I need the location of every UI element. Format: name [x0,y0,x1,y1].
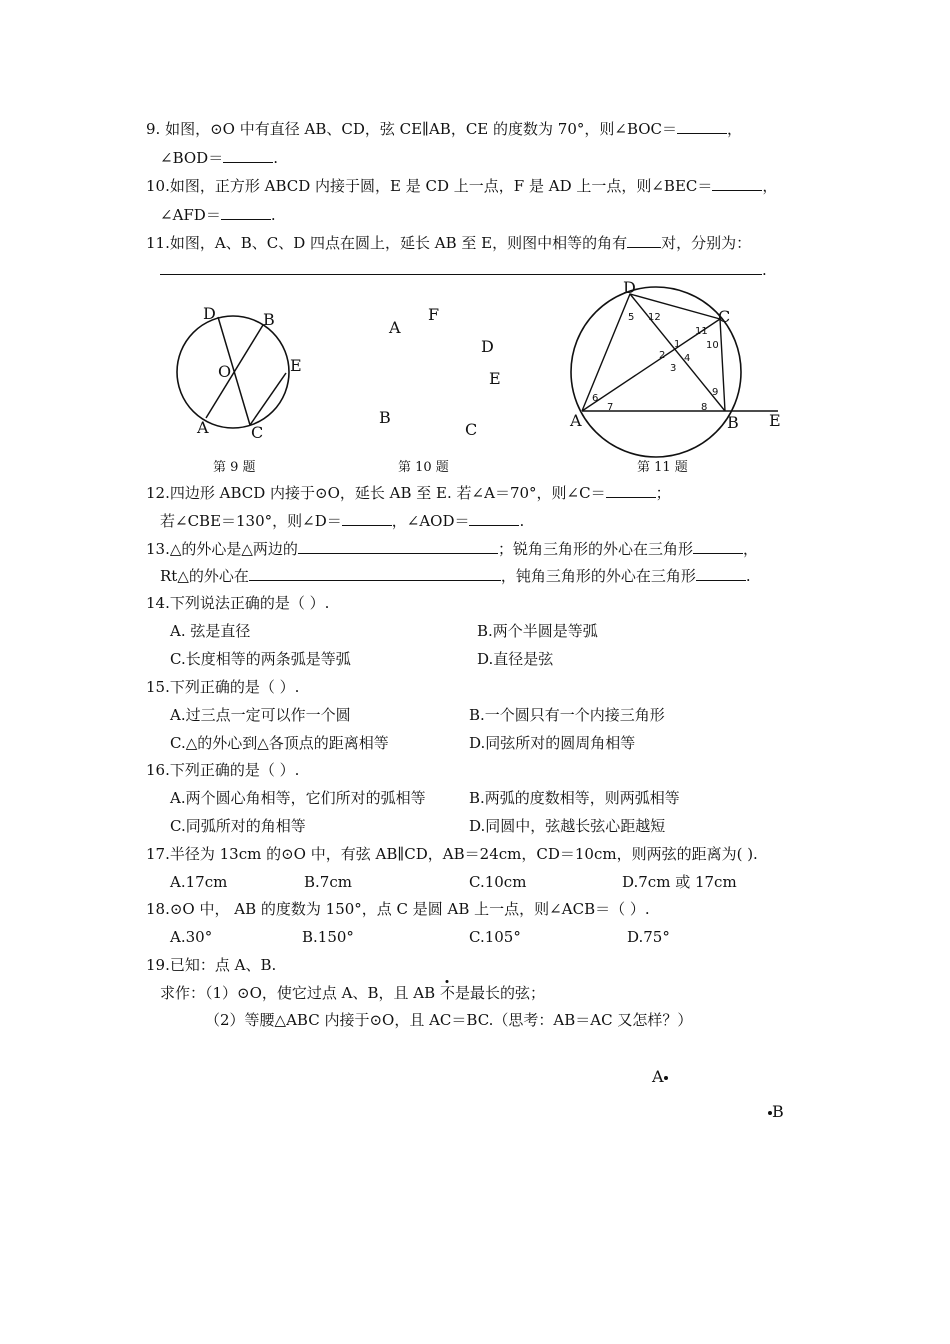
q14-option-d[interactable]: D.直径是弦 [477,650,554,668]
q13-line1 [146,538,758,559]
q13-text2a: Rt△的外心在 [160,567,249,585]
q16-option-b[interactable]: B.两弧的度数相等，则两弧相等 [469,789,680,807]
q9-line2 [160,147,278,168]
q10-blank1[interactable] [712,175,762,191]
q13-text1b: ；锐角三角形的外心在三角形 [497,540,693,558]
q10-line2 [160,204,276,225]
fig9-caption: 第 9 题 [213,460,256,475]
q11-blank2[interactable] [160,259,762,275]
fig11-label-d: D [623,278,636,297]
q9-text2: ∠BOD＝ [160,149,224,167]
q15-option-b[interactable]: B.一个圆只有一个内接三角形 [469,706,665,724]
fig10-label-f: F [428,305,440,324]
q15-stem: 15.下列正确的是（ ）. [146,678,300,696]
fig9-diameter-ba [206,325,263,418]
fig11-angle-9: 9 [712,387,719,398]
q10-text2: ∠AFD＝ [160,206,221,224]
fig10-label-b: B [379,408,391,427]
q12-line1 [146,482,671,503]
q17-option-b[interactable]: B.7cm [304,873,352,891]
fig9-label-o: O [218,362,232,381]
point-b [768,1103,784,1121]
q12-blank2[interactable] [342,510,392,526]
q11-blank1[interactable] [627,232,661,248]
q9-end2: . [273,149,278,167]
q13-blank3[interactable] [249,565,501,581]
q11-end2: . [762,261,767,279]
q15-option-d[interactable]: D.同弦所对的圆周角相等 [469,734,636,752]
fig9-circle [177,316,289,428]
q16-option-a[interactable]: A.两个圆心角相等，它们所对的弧相等 [170,789,426,807]
figure-11 [560,280,800,460]
q14-option-b[interactable]: B.两个半圆是等弧 [477,622,598,640]
fig11-angle-1: 1 [674,339,681,350]
q12-text1a: 12.四边形 ABCD 内接于⊙O，延长 AB 至 E. 若∠A＝70°，则∠C＝ [146,484,606,502]
fig10-label-a: A [389,318,401,337]
fig11-angle-3: 3 [670,363,677,374]
fig11-label-b: B [727,413,739,432]
q18-option-d[interactable]: D.75° [627,928,670,946]
q13-blank1[interactable] [298,538,498,554]
q13-text2b: ，钝角三角形的外心在三角形 [500,567,696,585]
fig10-label-c: C [465,420,478,439]
q9-line1 [146,118,742,139]
q19-stem: 19.已知：点 A、B. [146,956,277,974]
fig11-angle-5: 5 [628,312,635,323]
q16-stem: 16.下列正确的是（ ）. [146,761,300,779]
point-a-dot [664,1076,668,1080]
point-a-label: A [652,1067,664,1086]
fig9-label-b: B [263,310,275,329]
q14-option-c[interactable]: C.长度相等的两条弧是等弧 [170,650,351,668]
q12-text2c: . [519,512,525,530]
q17-option-c[interactable]: C.10cm [469,873,527,891]
q18-option-b[interactable]: B.150° [302,928,354,946]
q14-option-a[interactable]: A. 弦是直径 [170,622,251,640]
q13-blank4[interactable] [696,565,746,581]
fig11-caption: 第 11 题 [637,460,688,475]
q13-text2c: . [745,567,751,585]
fig11-label-c: C [718,307,731,326]
fig11-angle-7: 7 [607,402,614,413]
point-b-label: B [772,1102,784,1121]
fig11-angle-6: 6 [592,393,599,404]
fig11-label-a: A [570,411,582,430]
fig10-label-e: E [489,369,501,388]
q15-option-c[interactable]: C.△的外心到△各顶点的距离相等 [170,734,389,752]
q10-blank2[interactable] [221,204,271,220]
q13-text1c: ， [742,540,758,558]
q9-end1: ， [727,120,743,138]
figure-9 [170,300,320,450]
q11-line1 [146,232,751,253]
q19-emphasis: 不 [439,984,455,1002]
q10-line1 [146,175,777,196]
q11-line2 [160,259,767,280]
fig11-diagonal-db [630,294,725,411]
q12-line2 [160,510,524,531]
q13-text1a: 13.△的外心是△两边的 [146,540,298,558]
fig9-chord-ce [250,373,286,425]
q18-option-a[interactable]: A.30° [170,928,213,946]
fig11-label-e: E [769,411,781,430]
fig10-label-d: D [481,337,494,356]
q12-blank3[interactable] [469,510,519,526]
q10-text1: 10.如图，正方形 ABCD 内接于圆，E 是 CD 上一点，F 是 AD 上一点，则∠BEC＝ [146,177,713,195]
q19-text2a: 求作：（1）⊙O，使它过点 A、B，且 AB [160,984,440,1002]
q9-blank2[interactable] [223,147,273,163]
fig11-angle-10: 10 [706,340,719,351]
q11-text1b: 对，分别为： [661,234,752,252]
q12-text1b: ； [655,484,671,502]
fig9-label-d: D [203,304,216,323]
fig11-angle-8: 8 [701,402,708,413]
q19-text2c: 是最长的弦； [454,984,545,1002]
q17-stem: 17.半径为 13cm 的⊙O 中，有弦 AB∥CD，AB＝24cm，CD＝10cm，则两弦的距离为( ). [146,845,758,863]
q9-blank1[interactable] [677,118,727,134]
q12-text2b: ，∠AOD＝ [391,512,470,530]
q17-option-a[interactable]: A.17cm [170,873,228,891]
q10-end1: ， [762,177,778,195]
fig11-angle-2: 2 [659,350,666,361]
q16-option-d[interactable]: D.同圆中，弦越长弦心距越短 [469,817,666,835]
fig9-label-a: A [197,418,209,437]
q14-stem: 14.下列说法正确的是（ ）. [146,594,330,612]
fig9-label-e: E [290,356,302,375]
q12-text2a: 若∠CBE＝130°，则∠D＝ [160,512,342,530]
q19-line2 [160,983,545,1003]
fig11-angle-11: 11 [695,326,708,337]
fig11-angle-12: 12 [648,312,661,323]
q16-option-c[interactable]: C.同弧所对的角相等 [170,817,306,835]
q9-text1: 9. 如图，⊙O 中有直径 AB、CD，弦 CE∥AB，CE 的度数为 70°，则∠BOC＝ [146,120,678,138]
q13-blank2[interactable] [693,538,743,554]
q19-line3: （2）等腰△ABC 内接于⊙O，且 AC＝BC.（思考：AB＝AC 又怎样？） [205,1011,693,1029]
point-a [652,1068,668,1086]
fig11-angle-4: 4 [684,353,691,364]
q18-option-c[interactable]: C.105° [469,928,521,946]
fig9-label-c: C [251,423,264,442]
q15-option-a[interactable]: A.过三点一定可以作一个圆 [170,706,351,724]
q11-text1a: 11.如图，A、B、C、D 四点在圆上，延长 AB 至 E，则图中相等的角有 [146,234,628,252]
q17-option-d[interactable]: D.7cm 或 17cm [622,873,737,891]
q13-line2 [160,565,751,586]
q10-end2: . [270,206,276,224]
q18-stem: 18.⊙O 中， AB 的度数为 150°，点 C 是圆 AB 上一点，则∠ACB＝（ ）. [146,900,650,918]
fig10-caption: 第 10 题 [398,460,449,475]
q12-blank1[interactable] [606,482,656,498]
